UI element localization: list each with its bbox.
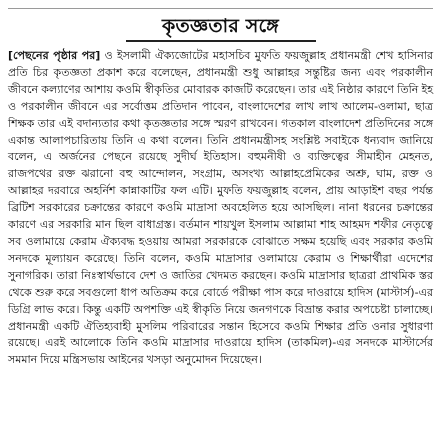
- article-body-text: ও ইসলামী ঐক্যজোটের মহাসচিব মুফতি ফয়জুল্লাহ প্রধানমন্ত্রী শেখ হাসিনার প্রতি চির কৃতজ্ঞতা প্রকাশ করে বলেছেন, প্রধানমন্ত্রী শুধু আল্লাহর সন্তুষ্টির জন্য এবং পরকালীন জীবনে কল্যাণের আশায় কওমি স্বীকৃতির মোবারক কাজটি করেছেন। তার এই নিষ্ঠার কারণে তিনি ইহ ও পরকালীন জীবনে এর সর্বোত্তম প্রতিদান পাবেন, বাংলাদেশের লাখ লাখ আলেম-ওলামা, ছাত্র শিক্ষক তার এই বদান্যতার কথা কৃতজ্ঞতার সঙ্গে স্মরণ রাখবেন। গতকাল বাংলাদেশ প্রতিদিনের সঙ্গে একান্ত আলাপচারিতায় তিনি এ কথা বলেন। তিনি প্রধানমন্ত্রীসহ সংশ্লিষ্ট সবাইকে ধন্যবাদ জানিয়ে বলেন, এ অর্জনের পেছনে রয়েছে সুদীর্ঘ ইতিহাস। বহুমনীষী ও ব্যক্তিত্বের সীমাহীন মেহনত, রাজপথের রক্ত ঝরানো বহু আন্দোলন, সংগ্রাম, অসংখ্য আল্লাহপ্রেমিকের অশ্রু, ঘাম, রক্ত ও আল্লাহর দরবারে অহর্নিশ কান্নাকাটির ফল এটি। মুফতি ফয়জুল্লাহ বলেন, প্রায় আড়াইশ বছর পর্যন্ত ব্রিটিশ সরকারের চক্রান্তের কারণে কওমি মাদ্রাসা অবহেলিত হয়ে আসছিল। নানা ধরনের চক্রান্তের কারণে এর সরকারি মান ছিল বাধাগ্রস্ত। বর্তমান শায়খুল ইসলাম আল্লামা শাহ আহমদ শফীর নেতৃত্বে সব ওলামায়ে কেরাম ঐক্যবদ্ধ হওয়ায় আমরা সরকারকে বোঝাতে সক্ষম হয়েছি এবং সরকার কওমি সনদকে মূল্যায়ন করেছে। তিনি বলেন, কওমি মাদ্রাসার ওলামায়ে কেরাম ও শিক্ষার্থীরা এদেশের সুনাগরিক। তারা নিঃস্বার্থভাবে দেশ ও জাতির খেদমত করছেন। কওমি মাদ্রাসার ছাত্ররা প্রাথমিক স্তর থেকে শুরু করে সবগুলো ধাপ অতিক্রম করে বোর্ডে পরীক্ষা পাস করে দাওরায়ে হাদিস (মাস্টার্স)-এর ডিগ্রি লাভ করে। কিন্তু একটি অপশক্তি এই স্বীকৃতি নিয়ে জনগণকে বিভ্রান্ত করার অপচেষ্টা চালাচ্ছে। প্রধানমন্ত্রী একটি ঐতিহ্যবাহী মুসলিম পরিবারের সন্তান হিসেবে কওমি শিক্ষার প্রতি ওনার সুধারণা রয়েছে। এরই আলোকে তিনি কওমি মাদ্রাসার দাওরায়ে হাদিস (তাকমিল)-এর সনদকে মাস্টার্সের সমমান দিয়ে মন্ত্রিসভায় আইনের খসড়া অনুমোদন দিয়েছেন।: [8, 49, 434, 367]
- headline-underline: [126, 40, 316, 42]
- article-body: [8, 48, 433, 369]
- top-rule: [8, 8, 433, 9]
- article-headline: কৃতজ্ঞতার সঙ্গে: [162, 15, 279, 37]
- continued-from-label: [পেছনের পৃষ্ঠার পর]: [8, 49, 101, 62]
